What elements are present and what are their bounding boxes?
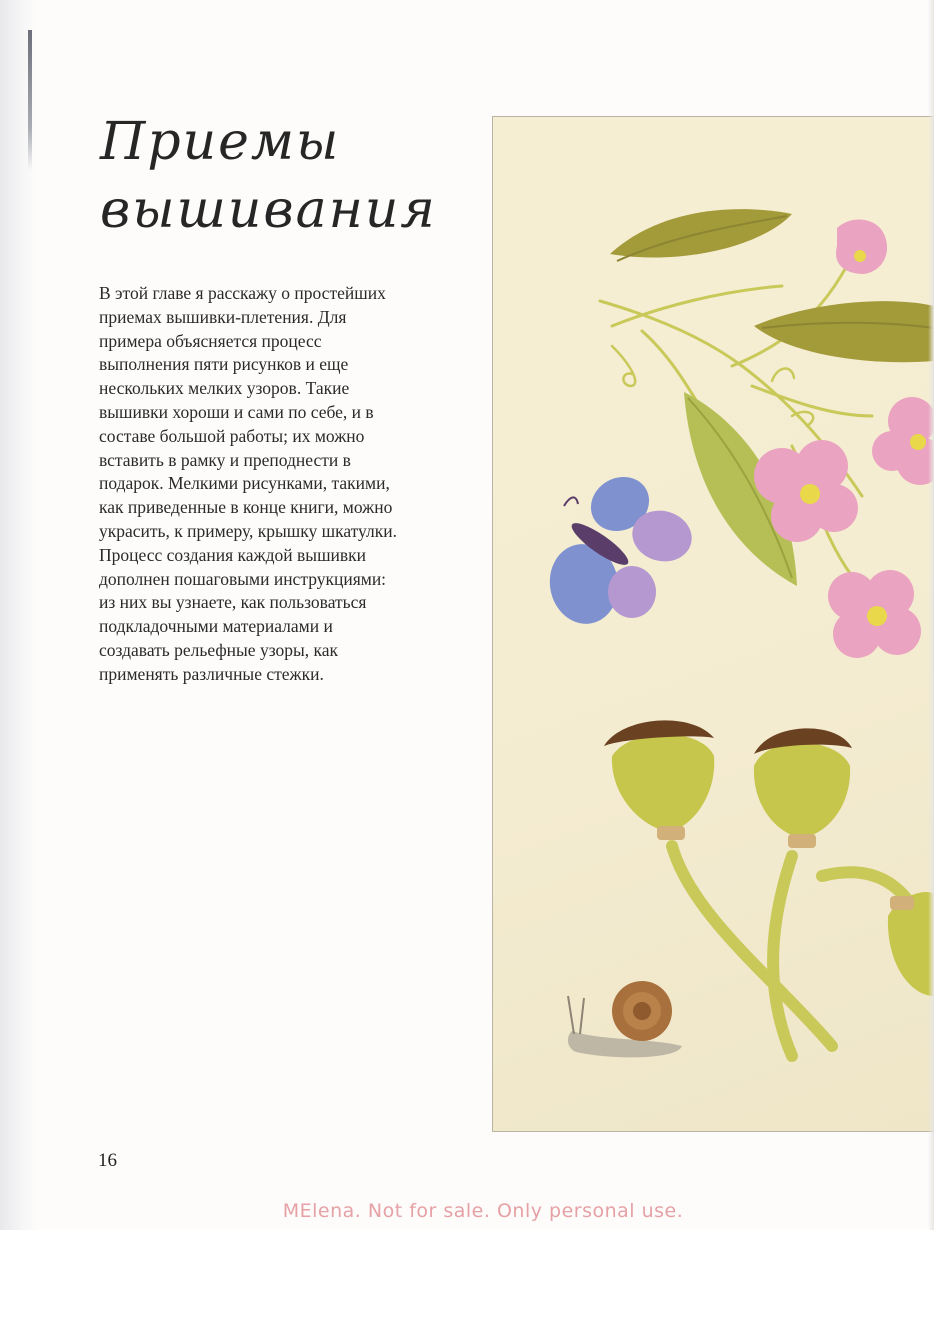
intro-line: подкладочными материалами и (99, 616, 333, 637)
embroidery-illustration (492, 116, 934, 1132)
embroidery-photo (492, 116, 934, 1132)
intro-line: как приведенные в конце книги, можно (99, 497, 393, 518)
leaf-olive-right (754, 301, 934, 362)
poppy-pod-right (754, 728, 852, 848)
page-edge (928, 0, 934, 1230)
page-number: 16 (98, 1150, 117, 1171)
butterfly (544, 466, 698, 629)
intro-line: применять различные стежки. (99, 663, 324, 684)
intro-line: В этой главе я расскажу о простейших (99, 283, 386, 303)
intro-line: украсить, к примеру, крышку шкатулки. (99, 520, 398, 541)
intro-line: составе большой работы; их можно (99, 425, 365, 446)
poppy-stems (672, 846, 912, 1056)
intro-line: Процесс создания каждой вышивки (99, 544, 367, 565)
binding-shadow (0, 0, 38, 1230)
chapter-title (100, 108, 437, 244)
watermark: MElena. Not for sale. Only personal use. (282, 1200, 684, 1222)
pink-flower-bottom (828, 570, 921, 658)
intro-line: создавать рельефные узоры, как (99, 639, 339, 660)
intro-line: подарок. Мелкими рисунками, такими, (99, 473, 390, 494)
chapter-title-line-1: Приемы (100, 112, 341, 172)
intro-paragraph (99, 282, 479, 687)
intro-line: нескольких мелких узоров. Такие (99, 378, 350, 399)
snail (568, 981, 682, 1057)
chapter-title-line-2: вышивания (100, 180, 437, 240)
intro-line: примера объясняется процесс (99, 330, 322, 351)
intro-line: вставить в рамку и преподнести в (99, 449, 351, 470)
pink-flower-right (872, 397, 934, 485)
intro-line: выполнения пяти рисунков и еще (99, 354, 349, 375)
intro-line: вышивки хороши и сами по себе, и в (99, 401, 374, 422)
intro-line: из них вы узнаете, как пользоваться (99, 592, 367, 613)
pink-flower-top (836, 219, 887, 274)
poppy-pod-left (604, 720, 714, 840)
intro-line: приемах вышивки-плетения. Для (99, 306, 347, 327)
intro-line: дополнен пошаговыми инструкциями: (99, 568, 387, 589)
binding-edge (28, 30, 32, 170)
